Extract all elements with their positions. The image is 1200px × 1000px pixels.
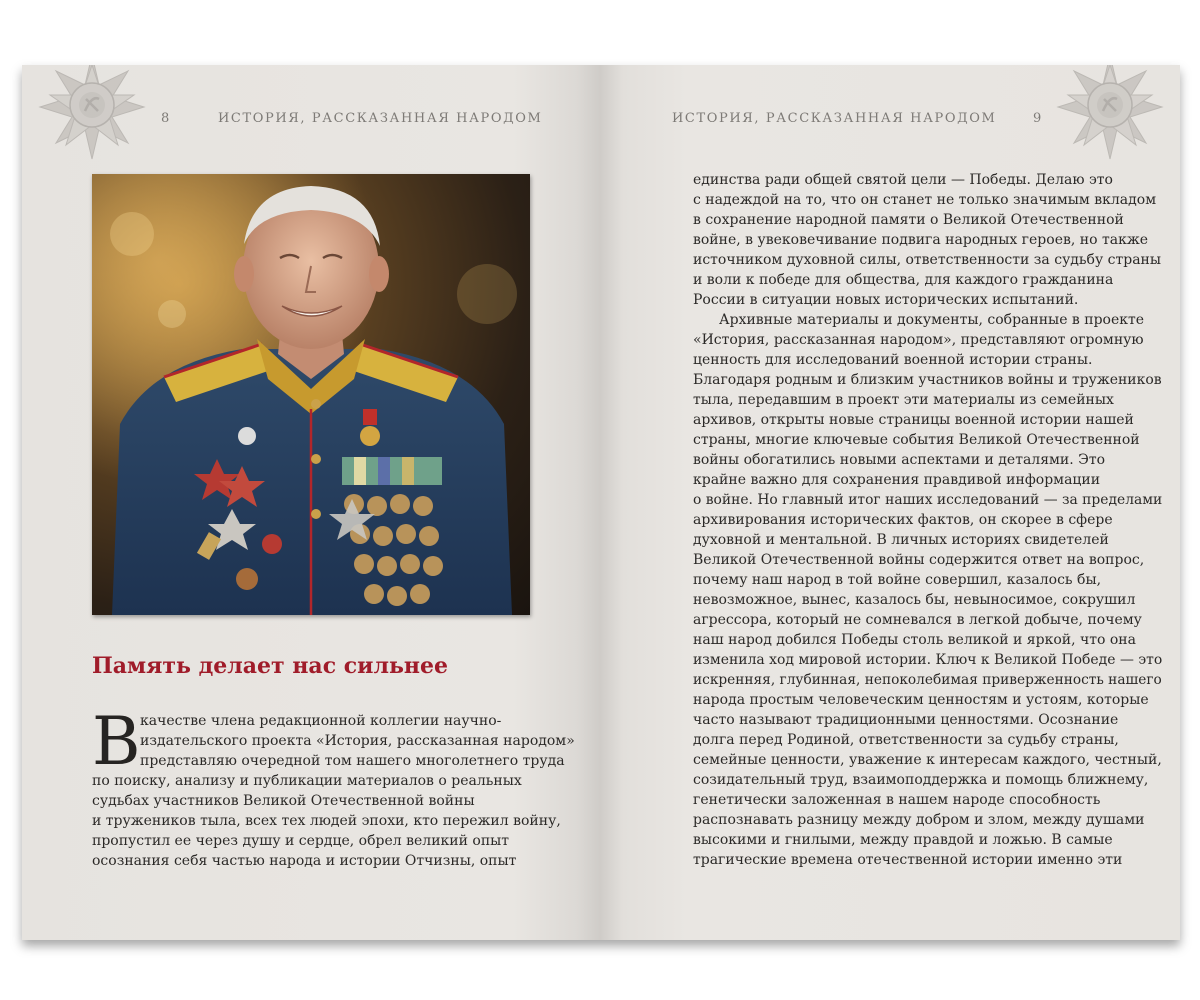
body-text-line: пропустил ее через душу и сердце, обрел великий опыт xyxy=(92,833,510,849)
body-text-line: Благодаря родным и близким участников войны и тружеников xyxy=(693,372,1162,388)
body-text-line: войне, в увековечивание подвига народных героев, но также xyxy=(693,232,1148,248)
body-text-line: архивов, открыты новые страницы военной истории нашей xyxy=(693,412,1134,428)
body-text-line: войны обогатились новыми аспектами и деталями. Это xyxy=(693,452,1106,468)
body-text-line: генетически заложенная в нашем народе способность xyxy=(693,792,1101,808)
body-text-line: «История, рассказанная народом», представляют огромную xyxy=(693,332,1144,348)
body-text-line: народа простым человеческим ценностям и устоям, которые xyxy=(693,692,1149,708)
body-text-line: трагические времена отечественной истории именно эти xyxy=(693,852,1123,868)
body-text-line: представляю очередной том нашего многолетнего труда xyxy=(140,753,565,769)
page-number-right: 9 xyxy=(1033,111,1042,126)
body-text-line: и воли к победе для общества, для каждого гражданина xyxy=(693,272,1114,288)
body-text-line: по поиску, анализу и публикации материалов о реальных xyxy=(92,773,522,789)
body-text-line: архивирования исторических фактов, он скорее в сфере xyxy=(693,512,1113,528)
body-text-line: издательского проекта «История, рассказанная народом» xyxy=(140,733,575,749)
body-text-line: источником духовной силы, ответственности за судьбу страны xyxy=(693,252,1162,268)
running-title-left: ИСТОРИЯ, РАССКАЗАННАЯ НАРОДОМ xyxy=(218,111,543,126)
body-text-line: о войне. Но главный итог наших исследований — за пределами xyxy=(693,492,1163,508)
body-text-line: Великой Отечественной войны содержится ответ на вопрос, xyxy=(693,552,1145,568)
body-text-line: высокими и гнилыми, между правдой и ложью. В самые xyxy=(693,832,1113,848)
body-text-line: единства ради общей святой цели — Победы. Делаю это xyxy=(693,172,1113,188)
body-text-line: Архивные материалы и документы, собранные в проекте xyxy=(719,312,1145,328)
body-text-line: в сохранение народной памяти о Великой Отечественной xyxy=(693,212,1124,228)
drop-cap: В xyxy=(92,703,141,780)
body-text-line: агрессора, который не сомневался в легкой добыче, почему xyxy=(693,612,1142,628)
body-text-line: искренняя, глубинная, непоколебимая приверженность нашего xyxy=(693,672,1162,688)
body-text-line: почему наш народ в той войне совершил, казалось бы, xyxy=(693,572,1102,588)
body-text-line: изменила ход мировой истории. Ключ к Великой Победе — это xyxy=(693,652,1163,668)
body-text-line: судьбах участников Великой Отечественной войны xyxy=(92,793,475,809)
body-text-line: ценность для исследований военной истории страны. xyxy=(693,352,1093,368)
body-text-line: долга перед Родиной, ответственности за судьбу страны, xyxy=(693,732,1119,748)
body-text-line: страны, многие ключевые события Великой Отечественной xyxy=(693,432,1140,448)
body-text-line: духовной и ментальной. В личных историях свидетелей xyxy=(693,532,1109,548)
book-spread xyxy=(22,65,1180,940)
veteran-portrait-image xyxy=(92,174,530,615)
left-page xyxy=(22,65,600,940)
body-text-line: наш народ добился Победы столь великой и яркой, что она xyxy=(693,632,1136,648)
veteran-photo xyxy=(92,174,530,615)
body-text-line: невозможное, вынес, казалось бы, невыносимое, сокрушил xyxy=(693,592,1136,608)
right-page xyxy=(600,65,1180,940)
page-number-left: 8 xyxy=(161,111,170,126)
body-text-line: России в ситуации новых исторических испытаний. xyxy=(693,292,1079,308)
body-text-line: с надеждой на то, что он станет не только значимым вкладом xyxy=(693,192,1157,208)
body-text-line: крайне важно для сохранения правдивой информации xyxy=(693,472,1101,488)
body-text-line: качестве члена редакционной коллегии научно- xyxy=(140,713,502,729)
body-text-line: созидательный труд, взаимоподдержка и помощь ближнему, xyxy=(693,772,1149,788)
body-text-line: тыла, передавшим в проект эти материалы из семейных xyxy=(693,392,1114,408)
body-text-line: часто называют традиционными ценностями. Осознание xyxy=(693,712,1119,728)
body-text-line: осознания себя частью народа и истории Отчизны, опыт xyxy=(92,853,517,869)
article-heading: Память делает нас сильнее xyxy=(92,653,448,679)
body-text-line: и тружеников тыла, всех тех людей эпохи, кто пережил войну, xyxy=(92,813,561,829)
order-of-patriotic-war-icon xyxy=(1054,65,1166,163)
body-text-line: семейные ценности, уважение к интересам каждого, честный, xyxy=(693,752,1162,768)
order-of-patriotic-war-icon xyxy=(36,65,148,163)
running-title-right: ИСТОРИЯ, РАССКАЗАННАЯ НАРОДОМ xyxy=(672,111,997,126)
body-text-line: распознавать разницу между добром и злом, между душами xyxy=(693,812,1145,828)
